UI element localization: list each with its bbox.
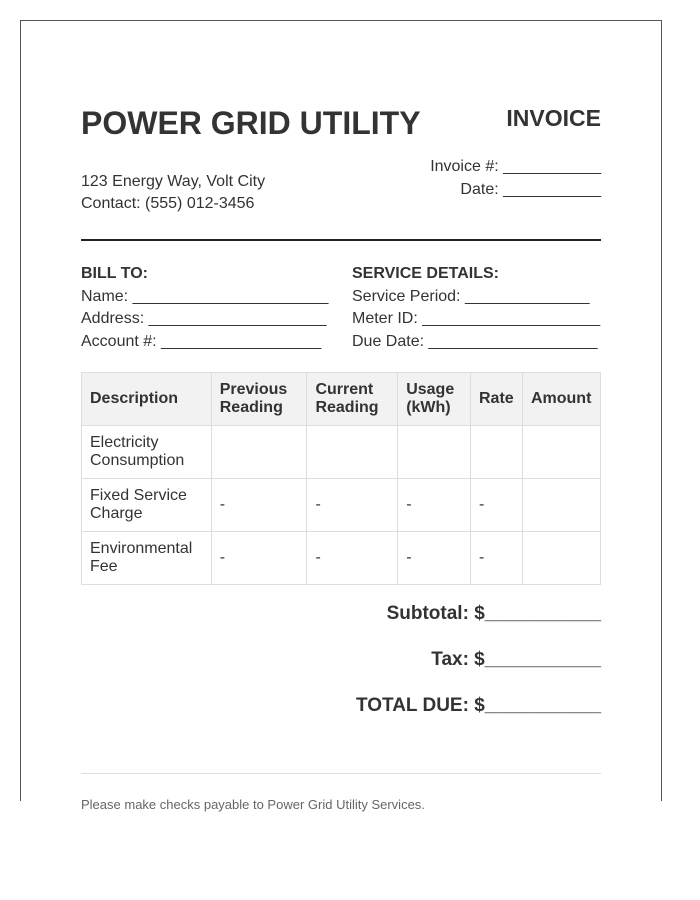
- col-header-previous-reading: Previous Reading: [211, 373, 307, 426]
- total-due-line: TOTAL DUE: $___________: [355, 695, 601, 716]
- col-header-current-reading: Current Reading: [307, 373, 398, 426]
- bill-to-section: [81, 263, 341, 353]
- invoice-meta: [430, 155, 601, 201]
- table-row: [82, 532, 601, 585]
- invoice-number-field: Invoice #: ___________: [430, 158, 601, 175]
- service-period-field: Service Period: ______________: [352, 287, 590, 305]
- header-divider: [81, 239, 601, 241]
- tax-line: Tax: $___________: [431, 649, 601, 670]
- service-details-section: [352, 263, 602, 353]
- cell-previous-reading: -: [211, 479, 307, 532]
- col-header-description: Description: [82, 373, 212, 426]
- cell-usage: -: [398, 532, 471, 585]
- company-address: 123 Energy Way, Volt City: [81, 173, 266, 190]
- table-header-row: [82, 373, 601, 426]
- invoice-title: INVOICE: [506, 105, 601, 131]
- cell-amount: [522, 532, 600, 585]
- col-header-usage: Usage (kWh): [398, 373, 471, 426]
- cell-description: Fixed Service Charge: [82, 479, 212, 532]
- cell-current-reading: [307, 426, 398, 479]
- cell-rate: -: [470, 479, 522, 532]
- bill-to-address-field: Address: ____________________: [81, 310, 327, 327]
- cell-rate: -: [470, 532, 522, 585]
- footer-divider: [81, 773, 601, 774]
- bill-to-account-field: Account #: __________________: [81, 332, 322, 350]
- cell-current-reading: -: [307, 532, 398, 585]
- table-row: [82, 426, 601, 479]
- col-header-amount: Amount: [522, 373, 600, 426]
- service-details-heading: SERVICE DETAILS:: [352, 265, 499, 282]
- meter-id-field: Meter ID: ____________________: [352, 310, 601, 327]
- due-date-field: Due Date: ___________________: [352, 332, 598, 350]
- subtotal-line: Subtotal: $___________: [386, 603, 601, 624]
- company-name: POWER GRID UTILITY: [81, 105, 421, 141]
- cell-description: Electricity Consumption: [82, 426, 212, 479]
- footer-note: Please make checks payable to Power Grid Utility Services.: [81, 797, 425, 812]
- cell-current-reading: -: [307, 479, 398, 532]
- cell-previous-reading: -: [211, 532, 307, 585]
- invoice-date-field: Date: ___________: [460, 181, 601, 198]
- company-contact: Contact: (555) 012-3456: [81, 195, 255, 212]
- bill-to-heading: BILL TO:: [81, 265, 148, 282]
- col-header-rate: Rate: [470, 373, 522, 426]
- cell-usage: -: [398, 479, 471, 532]
- cell-amount: [522, 426, 600, 479]
- line-items-table: [81, 372, 601, 585]
- cell-usage: [398, 426, 471, 479]
- cell-description: Environmental Fee: [82, 532, 212, 585]
- cell-previous-reading: [211, 426, 307, 479]
- table-row: [82, 479, 601, 532]
- invoice-page: [20, 20, 662, 812]
- cell-amount: [522, 479, 600, 532]
- cell-rate: [470, 426, 522, 479]
- company-address-block: [81, 171, 265, 215]
- bill-to-name-field: Name: ______________________: [81, 287, 329, 305]
